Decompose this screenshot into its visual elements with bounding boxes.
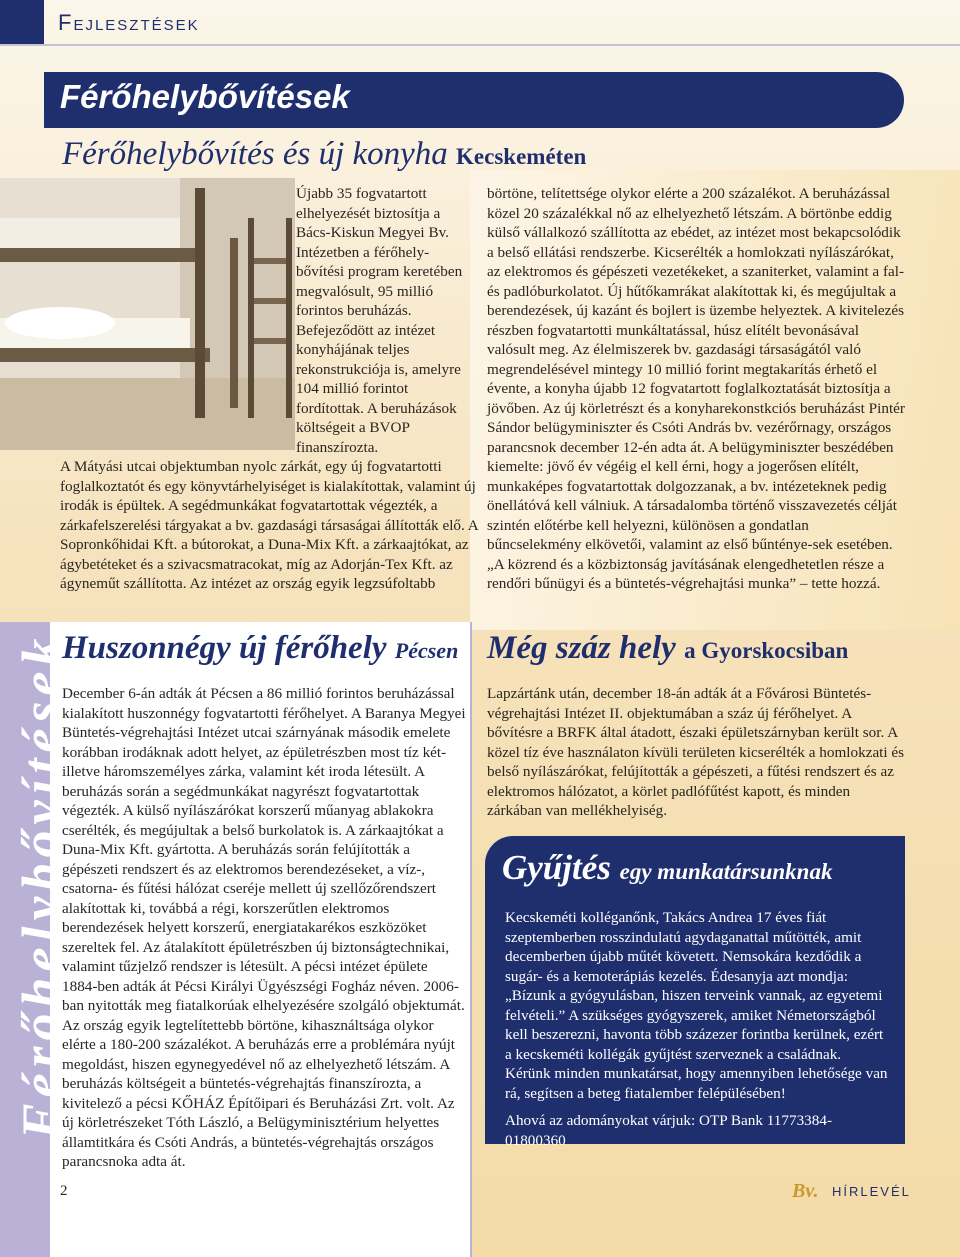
article-gyorskocsi-body: Lapzártánk után, december 18-án adták át a Fővárosi Büntetés-végrehajtási Intézet II. objektumában a száz új férőhelyet. A bővítésre a BRFK által átadott, északi épületszárnyban került sor. A közel tíz éve használaton kívüli területen kicserélték a homlokzati és belső nyílászárókat, felújították a gépészeti, a fűtési rendszert és az elektromos hálózatot, a körlet padlófűtést kapott, és minden zárkában van mellékhelyiség. [487,685,905,819]
cell-photo [0,178,295,450]
section-divider [0,44,960,46]
article-gyorskocsi-title-place: a Gyorskocsiban [684,638,849,663]
vertical-section-title: Férőhelybővítések [11,632,71,1140]
logo-mark: Bv. [792,1180,819,1202]
section-label: Fejlesztések [58,10,200,35]
banner-title: Férőhelybővítések [60,78,350,115]
bunk-bed-illustration [0,178,295,450]
article-gyorskocsi-title-main: Még száz hely [487,630,676,666]
donation-title [502,848,832,888]
article-kecskemet-title [62,136,586,173]
donation-account: Ahová az adományokat várjuk: OTP Bank 11773384-01800360 [505,1112,833,1149]
article-pecs-body: December 6-án adták át Pécsen a 86 millió forintos beruházással kialakított huszonnégy fogvatartotti férőhelyet. A Baranya Megyei Büntetés-végrehajtási Intézet utcai szárnyának második emelete korábban irodáknak adott helyet, az épületrészben most tíz két- illetve háromszemélyes zárka, valamint két iroda létesült. A beruházás során a segédmunkákat nagyrészt fogvatartottak végezték. A külső nyílászárókat korszerű műanyag ablakokra cserélték, és megújultak a belső burkolatok is. A zárkaajtókat a Duna-Mix Kft. gyártotta. A beruházás során felújították a gépészeti rendszert és az elektromos berendezéseket, a víz-, csatorna- és fűtési hálózat cseréje mellett új szellőzőrendszert alakítottak ki, továbbá a régi, korszerűtlen elektromos berendezések helyett korszerű, energiatakarékos eszközöket szereltek fel. Az átalakított épületrészben új biztonságtechnikai, valamint tűzjelző rendszer is létesült. A pécsi intézet épülete 1884-ben adták át Pécsi Királyi Ügyészségi Fogház néven. 2006-ban nyitották meg fiatalkorúak elhelyezésére szolgáló objektumát. Az ország egyik legtelítettebb börtöne, kihasználtsága olykor elérte a 180-200 százalékot. A beruházás erre a problémára nyújt megoldást, hiszen egynegyedével nő az elhelyezhető létszám. A beruházás költségeit a büntetés-végrehajtás finanszírozta, a kivitelező a pécsi KŐHÁZ Építőipari és Beruházási Zrt. volt. Az új körletrészeket Tóth László, a Belügyminisztérium helyettes államtitkára és Csóti András, a büntetés-végrehajtás országos parancsnoka adta át. [62,685,466,1170]
page-number: 2 [60,1183,68,1199]
article-kecskemet-title-place: Kecskeméten [456,144,587,169]
article-kecskemet-title-main: Férőhelybővítés és új konyha [62,136,448,172]
logo-text: HÍRLEVÉL [832,1184,911,1199]
article-kecskemet-continued: A Mátyási utcai objektumban nyolc zárkát, egy új fogvatartotti foglalkoztatót és egy könyvtárhelyiséget is kialakítottak, valamint új irodák is épültek. A segédmunkákat fogvatartottak végezték, a zárkafelszerelési tárgyakat a bv. gazdasági társaságai állították elő. A Sopronkőhidai Kft. a bútorokat, a Duna-Mix Kft. a zárkaajtókat, az ágybetéteket és a szivacsmatracokat, míg az Adorján-Tex Kft. az ágyneműt szállította. Az intézet az ország egyik legzsúfoltabb [60,458,478,592]
article-gyorskocsi-title [487,630,848,667]
article-kecskemet-right-column: börtöne, telítettsége olykor elérte a 200 százalékot. A beruházással közel 20 százalékkal nő az elhelyezhető létszám. A börtönbe eddig külső vállalkozó szállította az ebédet, az intézet most bekapcsolódik a belső ellátási rendszerbe. Kicserélték a homlokzati nyílászárókat, az elektromos és gépészeti vezetékeket, a szaniterket, valamint a fal- és padlóburkolatot. Új hűtőkamrákat alakítottak ki, és megújultak a berendezések, új kazánt és bojlert is üzembe helyeztek. A kivitelezés részben fogvatartotti munkáltatással, húsz elítélt bevonásával valósult meg. Az élelmiszerek bv. gazdasági társaságától való megrendelésével mintegy 10 millió forint megtakarítás érhető el évente, a konyha újabb 12 fogvatartott foglalkoztatását biztosítja a jövőben. Az új körletrészt és a konyharekonstkciós beruházást Pintér Sándor belügyminiszter és Csóti András bv. vezérőrnagy, országos parancsnok december 12-én adta át. A belügyminiszter beszédében kiemelte: jövő év végéig el kell érni, hogy a jogerősen elítélt, munkaképes fogvatartottak dolgozzanak, a bv. intézeteknek pedig önellátóvá kell válniuk. A társadalomba történő visszavezetés célját szintén előtérbe kell helyezni, különösen a gondatlan bűncselekmény elkövetői, valamint az első bűnténye-sek esetében. „A közrend és a közbiztonság javításának elengedhetetlen része a rendőri bűnügyi és a büntetés-végrehajtási munka” – tette hozzá. [487,185,905,592]
footer-strip [50,1164,470,1257]
article-pecs-title-main: Huszonnégy új férőhely [62,630,387,666]
donation-title-rest: egy munkatársunknak [619,859,833,884]
article-pecs-title-place: Pécsen [394,638,459,663]
donation-title-main: Gyűjtés [502,848,611,887]
article-pecs-title [62,630,458,667]
donation-text [505,908,890,1150]
article-kecskemet-intro: Újabb 35 fogvatartott elhelyezését biztosítja a Bács-Kiskun Megyei Bv. Intézetben a férőhely-bővítési program keretében megvalósult, 95 millió forintos beruházás. Befejeződött az intézet konyhájának teljes rekonstrukciója is, amelyre 104 millió forintot fordítottak. A beruházások költségeit a BVOP finanszírozta. [296,185,463,456]
section-marker-bar [0,0,44,46]
donation-body: Kecskeméti kolléganőnk, Takács Andrea 17 éves fiát szeptemberben rosszindulatú agydaganattal műtötték, amit decemberben újabb műtét követett. Nemsokára kezdődik a sugár- és a kemoterápiás kezelés. Édesanyja azt mondja: „Bízunk a gyógyulásban, hiszen terveink vannak, az egyetemi felvételi.” A szükséges gyógyszerek, amiket Németországból kell beszerezni, havonta több százezer forintba kerülnek, ezért a kecskeméti kollégák gyűjtést szerveznek a családnak. Kérünk minden munkatársat, hogy amennyiben lehetősége van rá, segítsen a beteg fiatalember felépülésében! [505,909,888,1102]
